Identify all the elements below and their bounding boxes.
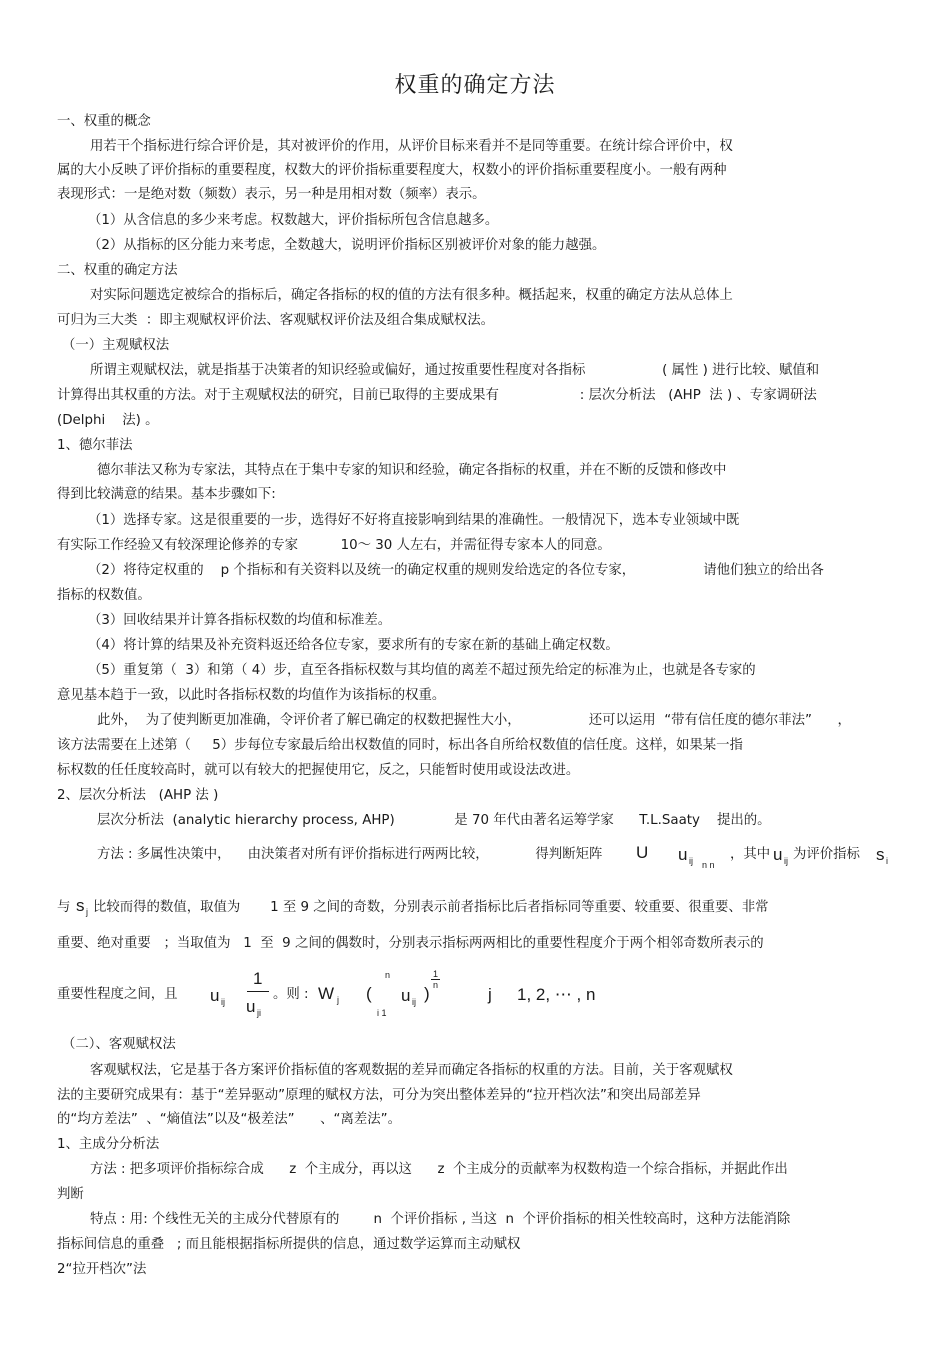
matrix-element: u: [678, 845, 688, 864]
subsection-heading: （一）主观赋权法: [62, 338, 170, 353]
matrix-symbol: U: [636, 843, 649, 862]
matrix-element: u: [401, 986, 411, 1005]
paragraph-line: 标权数的任任度较高时，就可以有较大的把握使用它，反之，只能暂时使用或设法改进。: [57, 763, 580, 778]
paragraph-line: 得到比较满意的结果。基本步骤如下:: [57, 487, 276, 502]
fraction-numerator: 1: [253, 969, 263, 988]
paragraph-line: 该方法需要在上述第（ 5）步每位专家最后给出权数值的同时，标出各自所给权数值的信任度。这样，如果某一指: [57, 738, 743, 753]
item-heading: 2“拉开档次”法: [57, 1262, 147, 1277]
paragraph-line: 法的主要研究成果有：基于“差异驱动”原理的赋权方法，可分为突出整体差异的“拉开档次法”和突出局部差异: [57, 1088, 701, 1103]
list-item: （4）将计算的结果及补充资料返还给各位专家，要求所有的专家在新的基础上确定权数。: [88, 638, 619, 653]
exponent-numerator: 1: [433, 969, 439, 979]
item-heading: 1、德尔菲法: [57, 438, 133, 453]
matrix-element: u: [210, 986, 220, 1005]
paragraph-line: 用若干个指标进行综合评价是，其对被评价的作用，从评价目标来看并不是同等重要。在统计综合评价中，权: [90, 139, 733, 154]
paragraph-line: 计算得出其权重的方法。对于主观赋权法的研究，目前已取得的主要成果有 : 层次分析法 (AHP 法 ) 、专家调研法: [57, 388, 817, 403]
list-item: （1）从含信息的多少来考虑。权数越大，评价指标所包含信息越多。: [88, 213, 499, 228]
subsection-heading: （二）、客观赋权法: [62, 1037, 176, 1052]
paragraph-line: 方法 : 多属性决策中， 由決策者对所有评价指标进行两两比较， 得判断矩阵: [97, 847, 603, 862]
formula-text: 为评价指标: [793, 847, 860, 862]
paragraph-line: 有实际工作经验又有较深理论修养的专家 10～ 30 人左右，并需征得专家本人的同意。: [57, 538, 611, 553]
fraction-bar: [247, 991, 269, 992]
paragraph-line: 重要性程度之间，且: [57, 987, 178, 1002]
matrix-element: u: [773, 845, 783, 864]
paragraph-line: 对实际问题选定被综合的指标后，确定各指标的权的值的方法有很多种。概括起来，权重的确定方法从总体上: [90, 288, 733, 303]
paragraph-line: 指标的权数值。: [57, 588, 151, 603]
exponent-denominator: n: [433, 980, 439, 990]
item-heading: 1、主成分分析法: [57, 1137, 160, 1152]
paragraph-line: 判断: [57, 1187, 84, 1202]
formula-text: ，其中: [730, 847, 771, 862]
matrix-subscript: ij: [784, 856, 788, 866]
paragraph-line: 表现形式：一是绝对数（频数）表示，另一种是用相对数（频率）表示。: [57, 187, 486, 202]
item-heading: 2、层次分析法 (AHP 法 ): [57, 788, 219, 803]
matrix-subscript: ij: [221, 997, 225, 1007]
paragraph-line: 客观赋权法，它是基于各方案评价指标值的客观数据的差异而确定各指标的权重的方法。目前，关于客观赋权: [90, 1063, 733, 1078]
section-heading-1: 一、权重的概念: [57, 114, 151, 129]
paragraph-line: 比较而得的数值，取值为 1 至 9 之间的奇数，分别表示前者指标比后者指标同等重要、较重要、很重要、非常: [93, 900, 769, 915]
paragraph-line: 指标间信息的重叠 ; 而且能根据指标所提供的信息，通过数学运算而主动赋权: [57, 1237, 521, 1252]
formula-text: 。则 :: [273, 987, 309, 1002]
matrix-dimension: n n: [702, 860, 715, 870]
indicator-subscript: i: [886, 856, 888, 866]
section-heading-2: 二、权重的确定方法: [57, 263, 178, 278]
weight-subscript: j: [337, 995, 339, 1005]
close-paren: ): [424, 984, 430, 1003]
list-item: （2）将待定权重的 p 个指标和有关资料以及统一的确定权重的规则发给选定的各位专家， 请他们独立的给出各: [88, 563, 824, 578]
paragraph-line: 意见基本趋于一致，以此时各指标权数的均值作为该指标的权重。: [57, 688, 446, 703]
indicator-subscript: j: [86, 907, 88, 917]
paragraph-line: 方法 : 把多项评价指标综合成 z 个主成分，再以这 z 个主成分的贡献率为权数构造一个综合指标，并据此作出: [90, 1162, 788, 1177]
paragraph-line: (Delphi 法) 。: [57, 413, 159, 428]
list-item: （3）回收结果并计算各指标权数的均值和标准差。: [88, 613, 392, 628]
list-item: （2）从指标的区分能力来考虑，全数越大，说明评价指标区别被评价对象的能力越强。: [88, 238, 606, 253]
paragraph-line: 属的大小反映了评价指标的重要程度，权数大的评价指标重要程度大，权数小的评价指标重要程度小。一般有两种: [57, 163, 727, 178]
list-item: （5）重复第（ 3）和第（ 4）步，直至各指标权数与其均值的离差不超过预先给定的标准为止，也就是各专家的: [88, 663, 756, 678]
paragraph-line: 特点 : 用: 个线性无关的主成分代替原有的 n 个评价指标 , 当这 n 个评价指标的相关性较高时，这种方法能消除: [90, 1212, 791, 1227]
fraction-denominator: u: [246, 997, 256, 1016]
index-symbol: j: [488, 985, 492, 1004]
paragraph-line: 重要、绝对重要 ；当取值为 1 至 9 之间的偶数时，分别表示指标两两相比的重要性程度介于两个相邻奇数所表示的: [57, 936, 764, 951]
paragraph-line: 此外， 为了使判断更加准确，令评价者了解已确定的权数把握性大小， 还可以运用 “带有信任度的德尔菲法” ，: [97, 713, 851, 728]
paragraph-line: 层次分析法 (analytic hierarchy process, AHP) 是 70 年代由著名运筹学家 T.L.Saaty 提出的。: [97, 813, 771, 828]
product-lower-limit: i 1: [377, 1008, 387, 1018]
matrix-subscript: ij: [689, 856, 693, 866]
weight-symbol: W: [318, 984, 335, 1003]
paragraph-line: 的“均方差法” 、“熵值法”以及“极差法” 、“离差法”。: [57, 1112, 401, 1127]
paragraph-line: 与: [57, 900, 71, 915]
paragraph-line: 可归为三大类 ：即主观赋权评价法、客观赋权评价法及组合集成赋权法。: [57, 313, 495, 328]
paragraph-line: 德尔菲法又称为专家法，其特点在于集中专家的知识和经验，确定各指标的权重，并在不断的反馈和修改中: [97, 463, 727, 478]
indicator-symbol: s: [876, 845, 885, 864]
list-item: （1）选择专家。这是很重要的一步，选得好不好将直接影响到结果的准确性。一般情况下，选本专业领域中既: [88, 513, 740, 528]
open-paren: (: [366, 984, 372, 1003]
product-upper-limit: n: [385, 970, 391, 980]
page-title: 权重的确定方法: [394, 73, 556, 98]
indicator-symbol: s: [76, 896, 85, 915]
fraction-denominator-subscript: ji: [257, 1008, 261, 1018]
index-range: 1, 2, ⋯ , n: [517, 985, 596, 1004]
paragraph-line: 所谓主观赋权法，就是指基于决策者的知识经验或偏好，通过按重要性程度对各指标 ( 属性 ) 进行比较、赋值和: [90, 363, 820, 378]
matrix-subscript: ij: [412, 997, 416, 1007]
